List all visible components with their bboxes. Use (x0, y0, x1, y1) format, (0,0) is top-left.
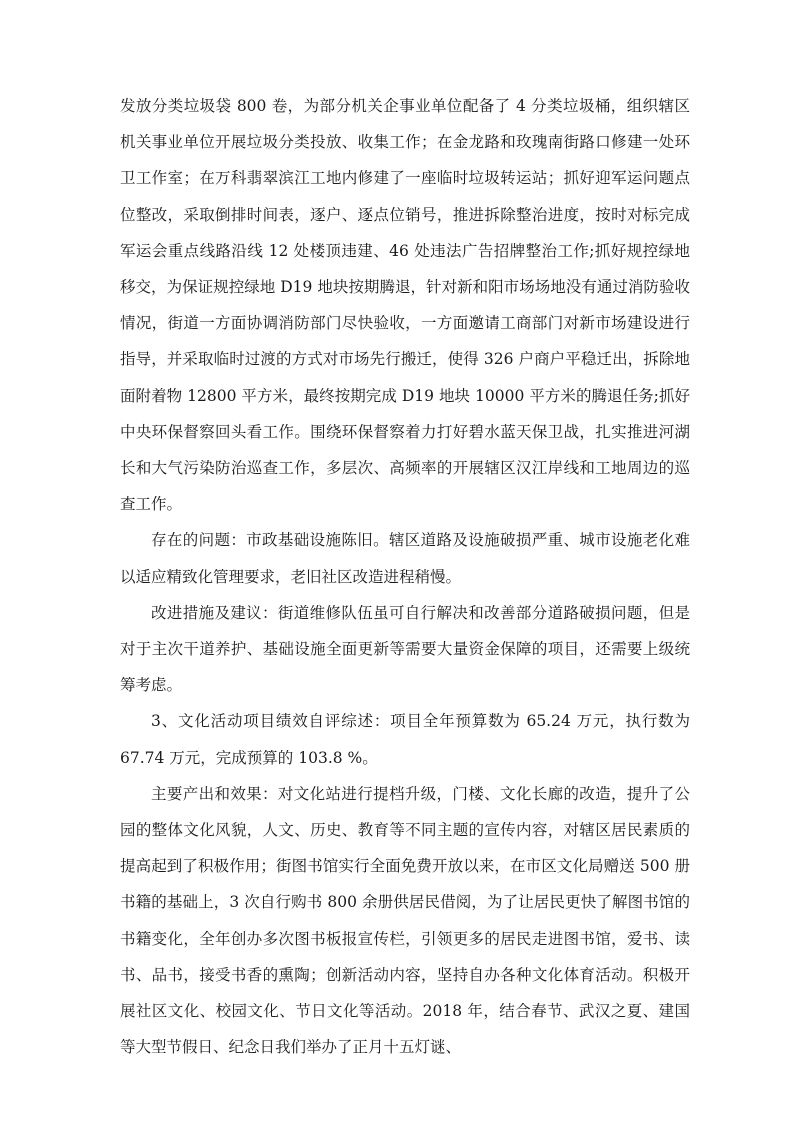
paragraph-main-outputs: 主要产出和效果：对文化站进行提档升级，门楼、文化长廊的改造，提升了公园的整体文化风貌，人文、历史、教育等不同主题的宣传内容，对辖区居民素质的提高起到了积极作用；街图书馆实行全面免费开放以来，在市区文化局赠送 500 册书籍的基础上，3 次自行购书 800 余册供居民借阅，为了让居民更快了解图书馆的书籍变化，全年创办多次图书板报宣传栏，引领更多的居民走进图书馆，爱书、读书、品书，接受书香的熏陶；创新活动内容，坚持自办各种文化体育活动。积极开展社区文化、校园文化、节日文化等活动。2018 年，结合春节、武汉之夏、建国等大型节假日、纪念日我们举办了正月十五灯谜、 (120, 784, 690, 1057)
paragraph-culture-project-summary: 3、文化活动项目绩效自评综述：项目全年预算数为 65.24 万元，执行数为 67.74 万元，完成预算的 103.8 %。 (120, 712, 690, 767)
paragraph-existing-problems: 存在的问题：市政基础设施陈旧。辖区道路及设施破损严重、城市设施老化难以适应精致化管理要求，老旧社区改造进程稍慢。 (120, 531, 690, 586)
paragraph-improvement-measures: 改进措施及建议：街道维修队伍虽可自行解决和改善部分道路破损问题，但是对于主次干道养护、基础设施全面更新等需要大量资金保障的项目，还需要上级统筹考虑。 (120, 603, 690, 695)
document-body (120, 88, 690, 1065)
paragraph-waste-management: 发放分类垃圾袋 800 卷，为部分机关企事业单位配备了 4 分类垃圾桶，组织辖区机关事业单位开展垃圾分类投放、收集工作；在金龙路和玫瑰南街路口修建一处环卫工作室；在万科翡翠滨江工地内修建了一座临时垃圾转运站；抓好迎军运问题点位整改，采取倒排时间表，逐户、逐点位销号，推进拆除整治进度，按时对标完成军运会重点线路沿线 12 处楼顶违建、46 处违法广告招牌整治工作;抓好规控绿地移交，为保证规控绿地 D19 地块按期腾退，针对新和阳市场场地没有通过消防验收情况，街道一方面协调消防部门尽快验收，一方面邀请工商部门对新市场建设进行指导，并采取临时过渡的方式对市场先行搬迁，使得 326 户商户平稳迁出，拆除地面附着物 12800 平方米，最终按期完成 D19 地块 10000 平方米的腾退任务;抓好中央环保督察回头看工作。围绕环保督察着力打好碧水蓝天保卫战，扎实推进河湖长和大气污染防治巡查工作，多层次、高频率的开展辖区汉江岸线和工地周边的巡查工作。 (120, 97, 690, 514)
